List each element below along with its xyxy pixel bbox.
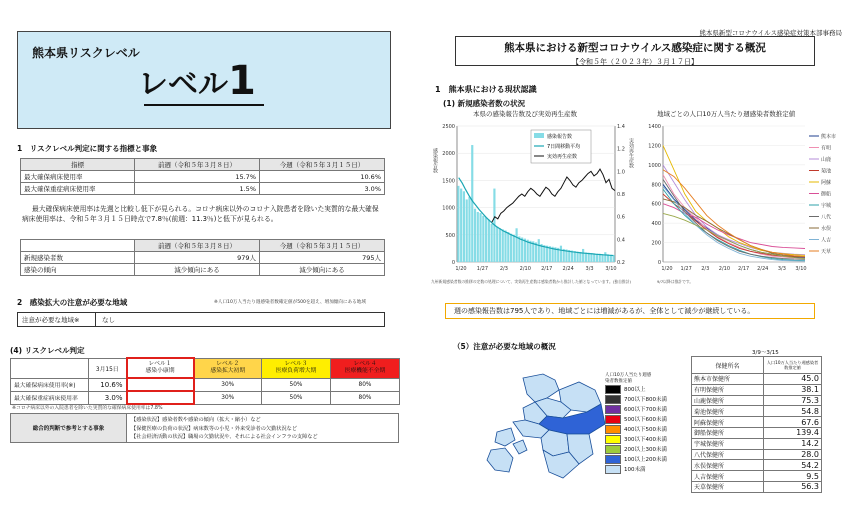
table-row bbox=[692, 460, 822, 471]
table-cell: 感染の傾向 bbox=[21, 264, 135, 276]
hc-name: 人吉保健所 bbox=[692, 471, 764, 482]
y-tick-label: 1500 bbox=[442, 178, 455, 185]
level-4-header bbox=[331, 358, 400, 378]
table-header: 今週（令和５年３月１５日） bbox=[260, 159, 385, 171]
x-tick-label: 2/3 bbox=[499, 266, 508, 272]
x-tick-label: 2/24 bbox=[562, 266, 574, 272]
hc-table-body bbox=[692, 374, 822, 493]
hc-header-value: 人口10万人当たり週感染者数推定値 bbox=[764, 357, 822, 374]
level-name: レベル２ bbox=[216, 361, 240, 367]
map-legend-swatch bbox=[605, 415, 621, 424]
region-line bbox=[663, 165, 805, 255]
level-3-header bbox=[262, 358, 331, 378]
table-row bbox=[692, 449, 822, 460]
rl-footnote: ※コロナ病床以外の入院患者を除いた実質的な確保病床使用率は7.8% bbox=[12, 406, 163, 411]
table-cell: 80% bbox=[331, 378, 400, 391]
map-legend-item bbox=[605, 434, 667, 444]
y2-tick-label: 0.6 bbox=[617, 214, 625, 221]
case-bar bbox=[513, 235, 515, 262]
indicator-table bbox=[20, 158, 385, 195]
legend-label: 宇城 bbox=[821, 203, 832, 209]
case-bar bbox=[485, 217, 487, 262]
map-region-amakusa-3 bbox=[513, 440, 527, 454]
case-bar bbox=[524, 239, 526, 262]
level-sub: 医療機能不全期 bbox=[344, 368, 386, 374]
x-tick-label: 2/10 bbox=[718, 266, 731, 272]
x-tick-label: 2/10 bbox=[519, 266, 531, 272]
rl-row-value: 3.0% bbox=[89, 391, 127, 404]
section-2-note: ※人口10万人当たり週感染者数確定値が500を超え、増加傾向にある地域 bbox=[214, 300, 366, 305]
x-tick-label: 1/27 bbox=[680, 266, 692, 272]
map-legend-item bbox=[605, 384, 667, 394]
table-cell: 80% bbox=[331, 391, 400, 404]
y-tick-label: 400 bbox=[651, 221, 661, 228]
y-tick-label: 800 bbox=[651, 182, 661, 189]
legend-label: 水俣 bbox=[821, 226, 832, 232]
hc-name: 御船保健所 bbox=[692, 427, 764, 438]
chart1-note: 九州新規感染者数の推移の定数の処理について、実効再生産数は感染者数から推計した値となっています。(独自推計) bbox=[431, 279, 631, 284]
table-cell bbox=[127, 378, 194, 391]
map-legend-item bbox=[605, 444, 667, 454]
table-row bbox=[692, 395, 822, 406]
case-bar bbox=[543, 245, 545, 262]
risk-level-box bbox=[17, 31, 391, 129]
hc-header-name: 保健所名 bbox=[692, 357, 764, 374]
risk-level-table bbox=[10, 357, 400, 405]
level-sub: 感染小康期 bbox=[145, 368, 175, 374]
y2-axis-label: 実効再生産数 bbox=[628, 138, 634, 168]
case-bar bbox=[457, 186, 459, 262]
map-legend-item bbox=[605, 404, 667, 414]
legend-label: 熊本市 bbox=[821, 134, 837, 140]
map-legend-item bbox=[605, 414, 667, 424]
map-legend-label: 700以下800未満 bbox=[624, 397, 667, 403]
x-tick-label: 3/10 bbox=[795, 266, 807, 272]
case-bar bbox=[529, 241, 531, 262]
table-row bbox=[21, 183, 385, 195]
y-tick-label: 200 bbox=[651, 240, 661, 247]
table-cell: 795人 bbox=[260, 252, 385, 264]
legend-label: 7日間移動平均 bbox=[547, 144, 581, 150]
y-tick-label: 1400 bbox=[648, 124, 661, 130]
table-row bbox=[11, 391, 400, 404]
case-bar bbox=[496, 227, 498, 262]
case-bar bbox=[463, 191, 465, 262]
legend-label: 菊池 bbox=[821, 168, 832, 175]
case-bar bbox=[477, 212, 479, 262]
new-cases-heading: (1) 新規感染者数の状況 bbox=[443, 99, 526, 108]
x-tick-label: 2/17 bbox=[541, 266, 553, 272]
map-caption: 人口10万人当たり週感染者数推定値 bbox=[605, 373, 652, 384]
hc-value: 67.6 bbox=[764, 417, 822, 428]
hc-name: 阿蘇保健所 bbox=[692, 417, 764, 428]
hc-value: 14.2 bbox=[764, 438, 822, 449]
case-bar bbox=[527, 240, 529, 262]
hc-name: 有明保健所 bbox=[692, 384, 764, 395]
table-row bbox=[21, 171, 385, 183]
table-cell: 3.0% bbox=[260, 183, 385, 195]
hc-name: 菊池保健所 bbox=[692, 406, 764, 417]
risk-level-prefix: レベル bbox=[138, 67, 228, 102]
attention-area-box bbox=[17, 312, 385, 327]
table-cell: 最大確保重症病床使用率 bbox=[21, 183, 135, 195]
legend-label: 有明 bbox=[821, 145, 832, 152]
table-row bbox=[21, 264, 385, 276]
summary-box: 週の感染報告数は795人であり、地域ごとには増減があるが、全体として減少が継続している。 bbox=[445, 303, 815, 319]
risk-level-underline bbox=[144, 104, 264, 106]
map-legend-label: 500以下600未満 bbox=[624, 417, 667, 423]
table-row bbox=[692, 384, 822, 395]
table-cell: 減少傾向にある bbox=[260, 264, 385, 276]
case-bar bbox=[521, 238, 523, 262]
judge-line: 【感染状況】感染者数や感染の傾向（拡大・縮小）など bbox=[131, 417, 261, 423]
health-center-table bbox=[691, 356, 822, 493]
level-name: レベル３ bbox=[284, 361, 308, 367]
case-bar bbox=[482, 216, 484, 262]
case-bar bbox=[474, 209, 476, 262]
rl-row-label: 最大確保病床使用率(※) bbox=[11, 378, 89, 391]
rt-line bbox=[492, 169, 615, 222]
case-bar bbox=[502, 229, 504, 262]
bed-usage-paragraph: 最大確保病床使用率は先週と比較し低下が見られる。コロナ病床以外のコロナ入院患者を除いた実質的な最大確保病床使用率は、令和５年３月１５日時点で7.8％(前週：11.3％)と低下が見られる。 bbox=[22, 205, 379, 223]
hc-value: 45.0 bbox=[764, 374, 822, 385]
chart1-title: 本県の感染報告数及び実効再生産数 bbox=[473, 110, 577, 118]
case-bar bbox=[576, 252, 578, 262]
map-legend-item bbox=[605, 424, 667, 434]
hc-value: 139.4 bbox=[764, 427, 822, 438]
case-bar bbox=[560, 246, 562, 262]
judge-line: 【社会経済活動の状況】職場の欠勤状況や、それによる社会インフラの支障など bbox=[131, 434, 318, 440]
table-cell bbox=[127, 391, 194, 404]
table-row bbox=[692, 471, 822, 482]
region-line bbox=[663, 184, 805, 257]
table-cell: 最大確保病床使用率 bbox=[21, 171, 135, 183]
map-legend-swatch bbox=[605, 455, 621, 464]
rl-row-label: 最大確保重症病床使用率 bbox=[11, 391, 89, 404]
table-row bbox=[692, 481, 822, 492]
legend-label: 御船 bbox=[821, 191, 832, 198]
case-bar bbox=[504, 230, 506, 262]
chart2-note: 9/7以降は推計です。 bbox=[657, 279, 694, 284]
map-legend-item bbox=[605, 394, 667, 404]
y2-tick-label: 0.2 bbox=[617, 260, 625, 266]
y-axis-label: 感染報告数 bbox=[432, 148, 438, 173]
right-page bbox=[425, 0, 850, 511]
section-2-heading: 2 感染拡大の注意が必要な地域 bbox=[17, 298, 128, 307]
table-cell: 50% bbox=[262, 391, 331, 404]
table-cell: 30% bbox=[194, 378, 262, 391]
y2-tick-label: 0.4 bbox=[617, 237, 625, 244]
case-bar bbox=[510, 234, 512, 262]
x-tick-label: 2/17 bbox=[737, 266, 750, 272]
org-name: 熊本県新型コロナウイルス感染症対策本部事務局 bbox=[699, 29, 842, 37]
judge-line: 【保健医療の負荷の状況】病床数等の小児・外来受診者の欠勤状況など bbox=[131, 425, 298, 432]
map-region-amakusa-1 bbox=[495, 428, 515, 446]
map-legend-label: 300以下400未満 bbox=[624, 437, 667, 443]
report-title-box bbox=[455, 36, 815, 66]
table-cell: 減少傾向にある bbox=[135, 264, 260, 276]
judge-box bbox=[10, 413, 399, 443]
x-tick-label: 1/20 bbox=[661, 266, 673, 272]
y-tick-label: 2500 bbox=[442, 124, 455, 130]
table-row bbox=[692, 417, 822, 428]
map-region-amakusa-2 bbox=[487, 448, 513, 472]
hc-value: 56.3 bbox=[764, 481, 822, 492]
table-cell: 1.5% bbox=[135, 183, 260, 195]
case-bar bbox=[460, 189, 462, 262]
map-legend-swatch bbox=[605, 405, 621, 414]
table-cell: 30% bbox=[194, 391, 262, 404]
y2-tick-label: 1.4 bbox=[617, 124, 625, 130]
table-header: 前週（令和５年３月８日） bbox=[135, 159, 260, 171]
map-region-north bbox=[523, 374, 559, 402]
table-cell: 新規感染者数 bbox=[21, 252, 135, 264]
y-tick-label: 500 bbox=[445, 232, 455, 239]
hc-period: 3/9〜3/15 bbox=[752, 350, 779, 356]
x-tick-label: 3/3 bbox=[585, 266, 594, 272]
region-line bbox=[663, 186, 805, 261]
table-header bbox=[21, 240, 135, 252]
hc-value: 54.8 bbox=[764, 406, 822, 417]
table-row bbox=[692, 406, 822, 417]
chart1-legend bbox=[531, 130, 591, 163]
hc-name: 水俣保健所 bbox=[692, 460, 764, 471]
case-bar bbox=[507, 232, 509, 262]
y-tick-label: 0 bbox=[451, 260, 455, 266]
map-legend-label: 600以下700未満 bbox=[624, 407, 667, 413]
risk-level bbox=[138, 58, 256, 104]
table-row bbox=[692, 374, 822, 385]
map-legend-label: 400以下500未満 bbox=[624, 427, 667, 433]
table-row bbox=[11, 358, 400, 378]
y2-tick-label: 0.8 bbox=[617, 192, 625, 198]
case-bar bbox=[499, 228, 501, 262]
hc-value: 38.1 bbox=[764, 384, 822, 395]
legend-label: 八代 bbox=[821, 214, 832, 221]
map-legend-swatch bbox=[605, 435, 621, 444]
level-name: レベル４ bbox=[353, 361, 377, 367]
kumamoto-map bbox=[483, 368, 611, 498]
legend-swatch-bar bbox=[534, 133, 544, 138]
rl-date: 3月15日 bbox=[89, 358, 127, 378]
legend-label: 山鹿 bbox=[821, 157, 832, 163]
table-row bbox=[692, 427, 822, 438]
table-row bbox=[21, 240, 385, 252]
level-name: レベル１ bbox=[148, 361, 172, 367]
trend-table bbox=[20, 239, 385, 276]
table-header: 前週（令和５年３月８日） bbox=[135, 240, 260, 252]
hc-value: 75.3 bbox=[764, 395, 822, 406]
level-sub: 医療負荷増大期 bbox=[275, 368, 317, 374]
map-legend-swatch bbox=[605, 445, 621, 454]
table-row bbox=[692, 438, 822, 449]
report-date: 【令和５年（２０２３年）３月１７日】 bbox=[572, 58, 698, 66]
hc-name: 宇城保健所 bbox=[692, 438, 764, 449]
section-4-heading: (4) リスクレベル判定 bbox=[10, 346, 85, 355]
x-tick-label: 2/24 bbox=[757, 266, 769, 272]
attention-area-value: なし bbox=[102, 316, 115, 324]
y-tick-label: 1200 bbox=[648, 143, 661, 150]
hc-value: 54.2 bbox=[764, 460, 822, 471]
table-header: 指標 bbox=[21, 159, 135, 171]
case-bar bbox=[604, 252, 606, 262]
case-bar bbox=[466, 199, 468, 262]
map-legend-swatch bbox=[605, 385, 621, 394]
regional-chart bbox=[641, 118, 847, 278]
table-cell bbox=[11, 358, 89, 378]
x-tick-label: 3/10 bbox=[605, 266, 617, 272]
table-cell: 15.7% bbox=[135, 171, 260, 183]
map-legend-label: 100以上200未満 bbox=[624, 457, 667, 463]
case-bar bbox=[538, 239, 540, 262]
hc-name: 八代保健所 bbox=[692, 449, 764, 460]
legend-label: 人吉 bbox=[821, 237, 832, 244]
x-tick-label: 3/3 bbox=[777, 266, 786, 272]
rl-row-value: 10.6% bbox=[89, 378, 127, 391]
risk-level-number: 1 bbox=[228, 58, 256, 104]
case-bar bbox=[518, 236, 520, 262]
table-cell: 10.6% bbox=[260, 171, 385, 183]
x-tick-label: 1/27 bbox=[476, 266, 489, 272]
map-legend bbox=[605, 384, 667, 474]
table-row bbox=[11, 378, 400, 391]
legend-label: 実効再生産数 bbox=[547, 154, 578, 160]
map-legend-label: 200以上300未満 bbox=[624, 447, 667, 453]
y-tick-label: 2000 bbox=[442, 151, 455, 158]
level-2-header bbox=[194, 358, 262, 378]
hc-value: 28.0 bbox=[764, 449, 822, 460]
hc-name: 熊本市保健所 bbox=[692, 374, 764, 385]
report-title: 熊本県における新型コロナウイルス感染症に関する概況 bbox=[504, 42, 766, 54]
right-section-1-heading: 1 熊本県における現状認識 bbox=[435, 85, 537, 94]
table-cell: 50% bbox=[262, 378, 331, 391]
y-tick-label: 1000 bbox=[442, 205, 455, 212]
judge-lines bbox=[127, 414, 322, 442]
hc-value: 9.5 bbox=[764, 471, 822, 482]
cases-chart bbox=[429, 118, 639, 278]
level-1-header bbox=[127, 358, 194, 378]
y-tick-label: 1000 bbox=[648, 162, 661, 169]
map-legend-swatch bbox=[605, 465, 621, 474]
map-legend-label: 800以上 bbox=[624, 387, 646, 393]
hc-name: 天草保健所 bbox=[692, 481, 764, 492]
legend-label: 感染報告数 bbox=[547, 134, 573, 140]
table-row bbox=[21, 252, 385, 264]
judge-label: 総合的判断で参考とする事象 bbox=[11, 414, 127, 442]
level-sub: 感染拡大初期 bbox=[210, 368, 246, 374]
chart2-title: 地域ごとの人口10万人当たり週感染者数推定値 bbox=[657, 110, 796, 118]
section-1-heading: 1 リスクレベル判定に関する指標と事象 bbox=[17, 144, 158, 153]
x-tick-label: 2/3 bbox=[701, 266, 710, 272]
hc-name: 山鹿保健所 bbox=[692, 395, 764, 406]
case-bar bbox=[468, 197, 470, 262]
risk-title: 熊本県リスクレベル bbox=[32, 46, 140, 60]
case-bar bbox=[488, 220, 490, 262]
map-legend-item bbox=[605, 454, 667, 464]
y-tick-label: 0 bbox=[657, 260, 661, 266]
attention-area-label: 注意が必要な地域※ bbox=[18, 313, 96, 326]
case-bar bbox=[491, 224, 493, 262]
x-tick-label: 1/20 bbox=[455, 266, 467, 272]
case-bar bbox=[582, 249, 584, 262]
y2-tick-label: 1.2 bbox=[617, 146, 625, 153]
y2-tick-label: 1.0 bbox=[617, 169, 625, 176]
case-bar bbox=[516, 228, 518, 262]
case-bar bbox=[479, 213, 481, 262]
map-legend-item bbox=[605, 464, 667, 474]
legend-label: 阿蘇 bbox=[821, 180, 832, 186]
table-header: 今週（令和５年３月１５日） bbox=[260, 240, 385, 252]
map-legend-swatch bbox=[605, 395, 621, 404]
y-tick-label: 600 bbox=[651, 201, 661, 208]
map-legend-label: 100未満 bbox=[624, 467, 646, 473]
case-bar bbox=[471, 145, 473, 262]
section-5-heading: （5）注意が必要な地域の概況 bbox=[453, 342, 556, 351]
legend-label: 天草 bbox=[821, 249, 832, 255]
table-cell: 979人 bbox=[135, 252, 260, 264]
map-legend-swatch bbox=[605, 425, 621, 434]
table-row bbox=[692, 357, 822, 374]
table-row bbox=[21, 159, 385, 171]
region-line bbox=[663, 145, 805, 255]
